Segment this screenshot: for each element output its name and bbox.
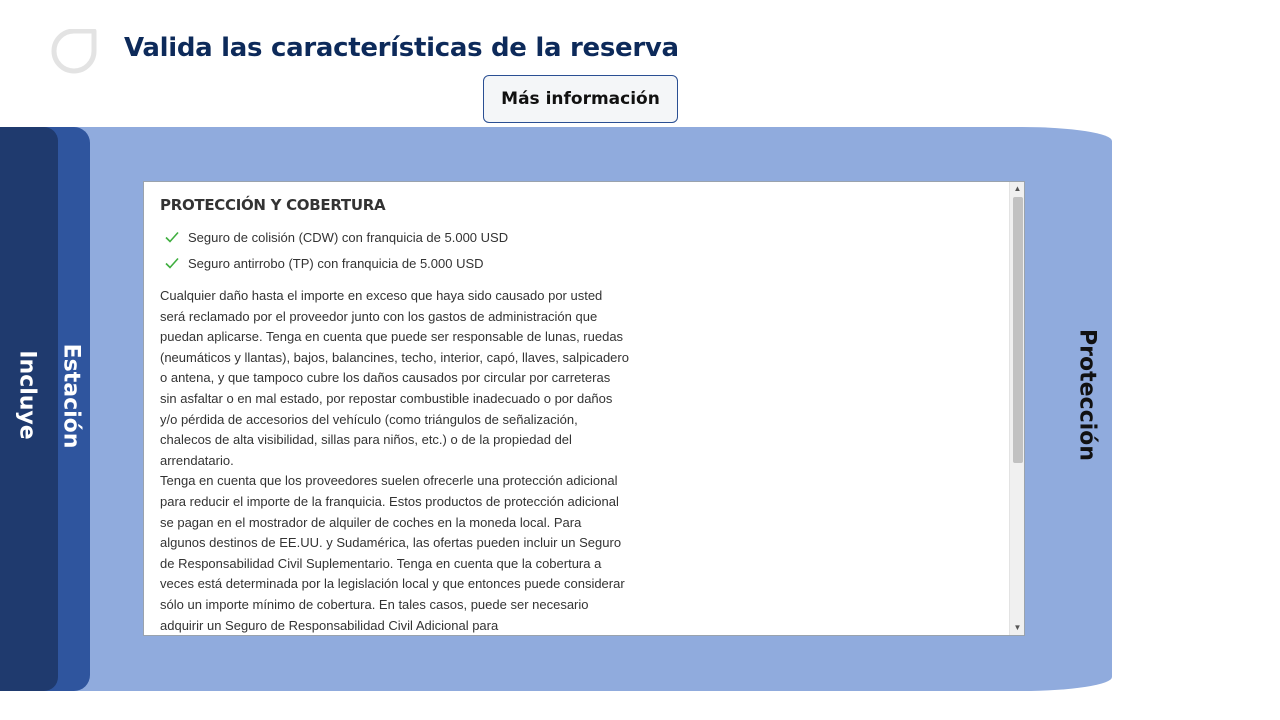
tab-estacion-label: Estación <box>58 343 84 449</box>
tab-incluye-label: Incluye <box>14 350 40 440</box>
coverage-item-cdw <box>160 224 630 250</box>
tab-proteccion-label: Protección <box>1074 329 1100 461</box>
brand-logo-icon <box>50 29 98 77</box>
page-title: Valida las características de la reserva <box>124 33 679 63</box>
scroll-up-arrow-icon[interactable]: ▲ <box>1013 184 1022 193</box>
coverage-paragraph-additional: Tenga en cuenta que los proveedores suelen ofrecerle una protección adicional para reducir el importe de la franquicia. Estos productos de protección adicional se pagan en el mostrador de alquiler de coches en la moneda local. Para algunos destinos de EE.UU. y Sudamérica, las ofertas pueden incluir un Seguro de Responsabilidad Civil Suplementario. Tenga en cuenta que la cobertura a veces está determinada por la legislación local y que entonces puede considerar sólo un importe mínimo de cobertura. En tales casos, puede ser necesario adquirir un Seguro de Responsabilidad Civil Adicional para <box>160 473 625 633</box>
more-info-button[interactable]: Más información <box>483 75 678 123</box>
check-icon <box>164 229 180 245</box>
check-icon <box>164 255 180 271</box>
coverage-heading: PROTECCIÓN Y COBERTURA <box>160 196 386 214</box>
coverage-content <box>160 196 630 636</box>
scroll-thumb[interactable] <box>1013 197 1023 463</box>
coverage-item-label: Seguro antirrobo (TP) con franquicia de 5.000 USD <box>188 255 484 271</box>
scroll-down-arrow-icon[interactable]: ▼ <box>1013 623 1022 632</box>
coverage-paragraph-damage: Cualquier daño hasta el importe en exceso que haya sido causado por usted será reclamado por el proveedor junto con los gastos de administración que puedan aplicarse. Tenga en cuenta que puede ser responsable de lunas, ruedas (neumáticos y llantas), bajos, balancines, techo, interior, capó, llaves, salpicadero o antena, y que tampoco cubre los daños causados por circular por carreteras sin asfaltar o en mal estado, por repostar combustible inadecuado o por daños y/o pérdida de accesorios del vehículo (como triángulos de señalización, chalecos de alta visibilidad, sillas para niños, etc.) o de la propiedad del arrendatario. <box>160 288 629 468</box>
coverage-item-label: Seguro de colisión (CDW) con franquicia de 5.000 USD <box>188 229 509 245</box>
scrollbar[interactable] <box>1009 182 1024 635</box>
coverage-item-tp <box>160 250 630 276</box>
coverage-info-box[interactable] <box>143 181 1025 636</box>
